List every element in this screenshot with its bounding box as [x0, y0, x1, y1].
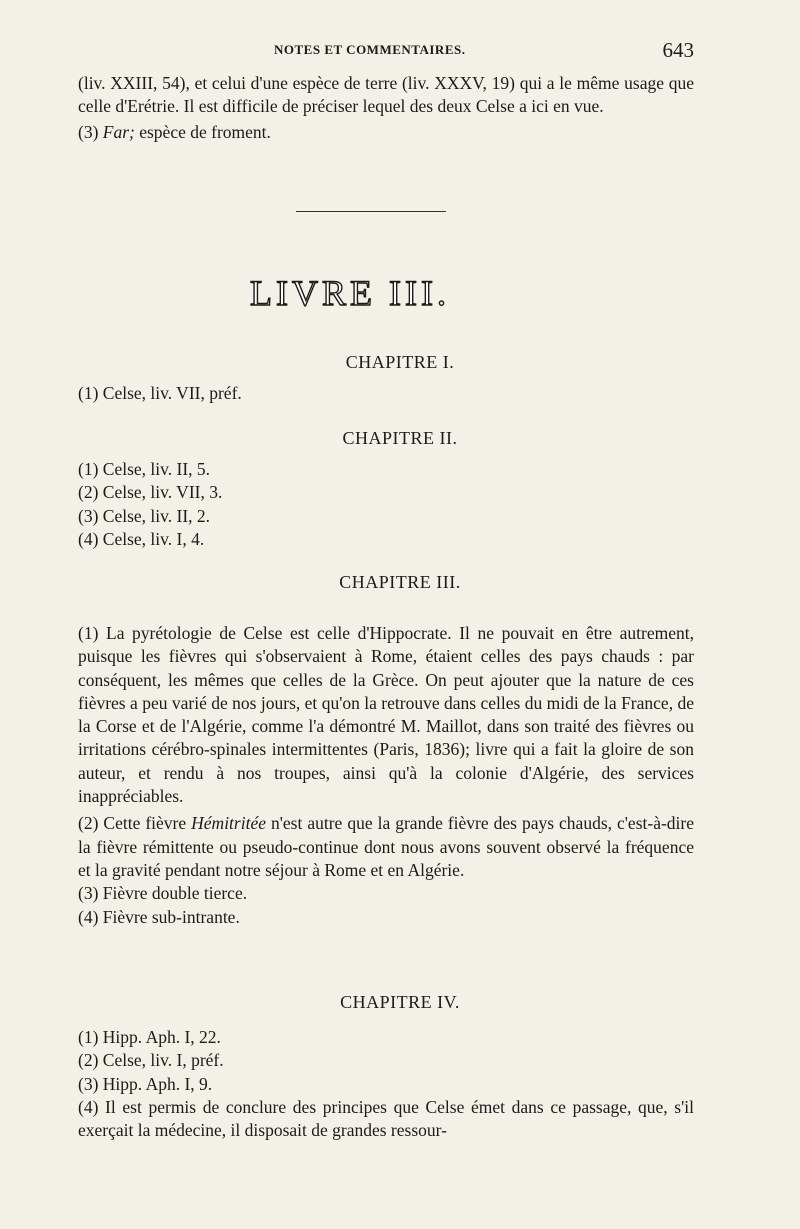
page-header — [78, 40, 694, 66]
chapter-3-note-2-prefix: (2) Cette fièvre — [78, 813, 192, 834]
section-divider — [296, 211, 446, 212]
chapter-2-notes — [78, 458, 694, 551]
chapter-1-note: (1) Celse, liv. VII, préf. — [78, 383, 242, 403]
chapter-3-note-2 — [78, 812, 694, 882]
chapter-4-note-1: (1) Hipp. Aph. I, 22. — [78, 1027, 221, 1047]
chapter-4-notes — [78, 1026, 694, 1142]
intro-note-3-rest: espèce de froment. — [134, 121, 271, 142]
chapter-3-note-2-term: Hémitritée — [191, 813, 266, 834]
chapter-4-title: CHAPITRE IV. — [340, 992, 460, 1012]
chapter-2-note-2: (2) Celse, liv. VII, 3. — [78, 482, 223, 503]
chapter-3-notes — [78, 622, 694, 929]
intro-note-3-term: Far; — [102, 121, 135, 142]
page-number: 643 — [662, 38, 694, 62]
chapter-2-note-4: (4) Celse, liv. I, 4. — [78, 528, 205, 549]
chapter-2-note-3: (3) Celse, liv. II, 2. — [78, 505, 211, 526]
chapter-2-note-1: (1) Celse, liv. II, 5. — [78, 459, 211, 479]
book-title: LIVRE III. — [250, 273, 450, 313]
chapter-1-title: CHAPITRE I. — [345, 352, 455, 372]
chapter-1-notes — [78, 382, 694, 405]
running-title: NOTES ET COMMENTAIRES. — [274, 42, 466, 57]
intro-note-3-prefix: (3) — [78, 121, 103, 142]
intro-paragraph: (liv. XXIII, 54), et celui d'une espèce de terre (liv. XXXV, 19) qui a le même usage que celle d'Erétrie. Il est difficile de préciser lequel des deux Celse a ici en vue. — [78, 73, 694, 117]
chapter-4-note-4: (4) Il est permis de conclure des principes que Celse émet dans ce passage, que, s'il exerçait la médecine, il disposait de grandes ressour- — [78, 1096, 694, 1141]
chapter-3-note-2-rest: n'est autre que la grande fièvre des pays chauds, c'est-à-dire la fièvre rémittente ou pseudo-continue dont nous avons souvent observé la fréquence et la gravité pendant notre séjour à Rome et en Algérie. — [78, 813, 695, 880]
chapter-4-note-2: (2) Celse, liv. I, préf. — [78, 1050, 224, 1071]
intro-text — [78, 72, 694, 144]
chapter-3-note-1: (1) La pyrétologie de Celse est celle d'Hippocrate. Il ne pouvait en être autrement, puisque les fièvres qui s'observaient à Rome, étaient celles des pays chauds : par conséquent, les mêmes que celles de la Grèce. On peut ajouter que la nature de ces fièvres a peu varié de nos jours, et qu'on la retrouve dans celles du midi de la France, de la Corse et de l'Algérie, comme l'a démontré M. Maillot, dans son traité des fièvres ou irritations cérébro-spinales intermittentes (Paris, 1836); livre qui a fait la gloire de son auteur, et rendu à nos troupes, ainsi qu'à la colonie d'Algérie, des services inappréciables. — [78, 623, 694, 807]
intro-note-3 — [78, 121, 694, 144]
chapter-4-note-3: (3) Hipp. Aph. I, 9. — [78, 1073, 213, 1094]
chapter-3-note-4: (4) Fièvre sub-intrante. — [78, 906, 240, 927]
chapter-2-title: CHAPITRE II. — [342, 428, 458, 448]
chapter-3-title: CHAPITRE III. — [339, 572, 461, 592]
chapter-3-note-3: (3) Fièvre double tierce. — [78, 883, 248, 904]
